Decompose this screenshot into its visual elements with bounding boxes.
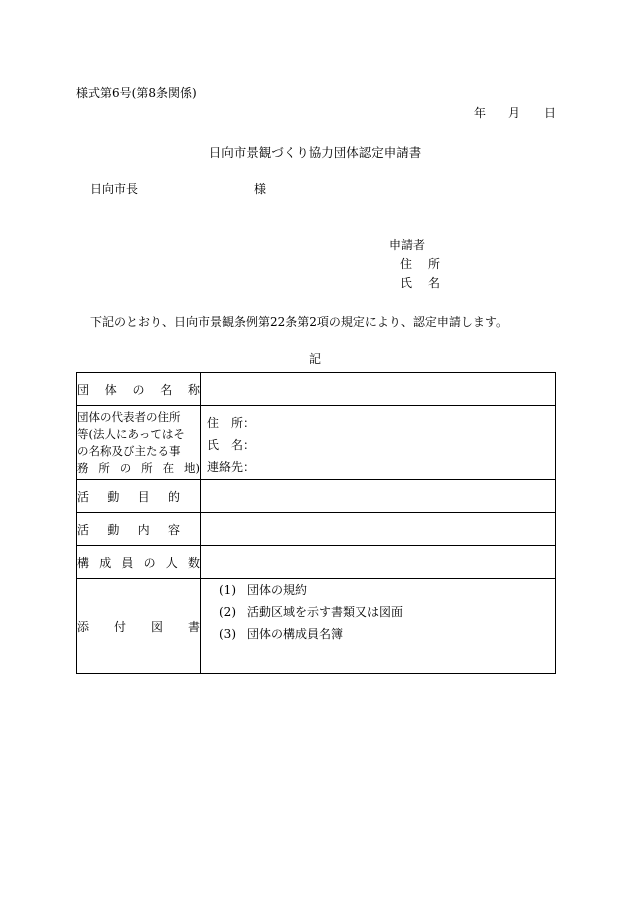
addressee-honorific: 様: [254, 182, 267, 196]
row-representative: [77, 406, 556, 480]
label-members: 構 成 員 の 人 数: [77, 546, 201, 579]
field-group-name[interactable]: [201, 373, 556, 406]
row-purpose: [77, 480, 556, 513]
applicant-address-label: 住 所: [400, 257, 443, 271]
applicant-label: 申請者: [389, 238, 426, 252]
date-line: [474, 104, 556, 121]
label-content: 活 動 内 容: [77, 513, 201, 546]
addressee-name: 日向市長: [90, 182, 139, 196]
document-title: 日向市景観づくり協力団体認定申請書: [208, 145, 422, 160]
date-day: 日: [544, 106, 557, 120]
field-representative[interactable]: [201, 406, 556, 480]
intro-text: 下記のとおり、日向市景観条例第22条第2項の規定により、認定申請します。: [90, 315, 508, 329]
field-content[interactable]: [201, 513, 556, 546]
attachment-item: (3) 団体の構成員名簿: [219, 627, 344, 641]
row-attachments: [77, 579, 556, 674]
rep-address-label: 住 所：: [207, 416, 256, 430]
row-group-name: [77, 373, 556, 406]
field-attachments: [201, 579, 556, 674]
applicant-name-label: 氏 名: [400, 276, 443, 290]
attachment-item: (2) 活動区域を示す書類又は図面: [219, 605, 404, 619]
ki-heading: 記: [308, 352, 321, 366]
field-members[interactable]: [201, 546, 556, 579]
label-group-name: 団 体 の 名 称: [77, 373, 201, 406]
date-year: 年: [474, 106, 487, 120]
attachment-item: (1) 団体の規約: [219, 583, 308, 597]
rep-name-label: 氏 名：: [207, 438, 256, 452]
row-content: [77, 513, 556, 546]
rep-contact-label: 連絡先：: [207, 460, 256, 474]
field-purpose[interactable]: [201, 480, 556, 513]
label-attachments: 添 付 図 書: [77, 579, 201, 674]
row-members: [77, 546, 556, 579]
label-purpose: 活 動 目 的: [77, 480, 201, 513]
label-representative: 団体の代表者の住所 等(法人にあってはそ の名称及び主たる事 務 所 の 所 在 地): [77, 406, 201, 480]
addressee: [90, 180, 267, 197]
application-table: [76, 372, 556, 674]
date-month: 月: [508, 106, 521, 120]
form-number: 様式第6号(第8条関係): [76, 86, 197, 100]
